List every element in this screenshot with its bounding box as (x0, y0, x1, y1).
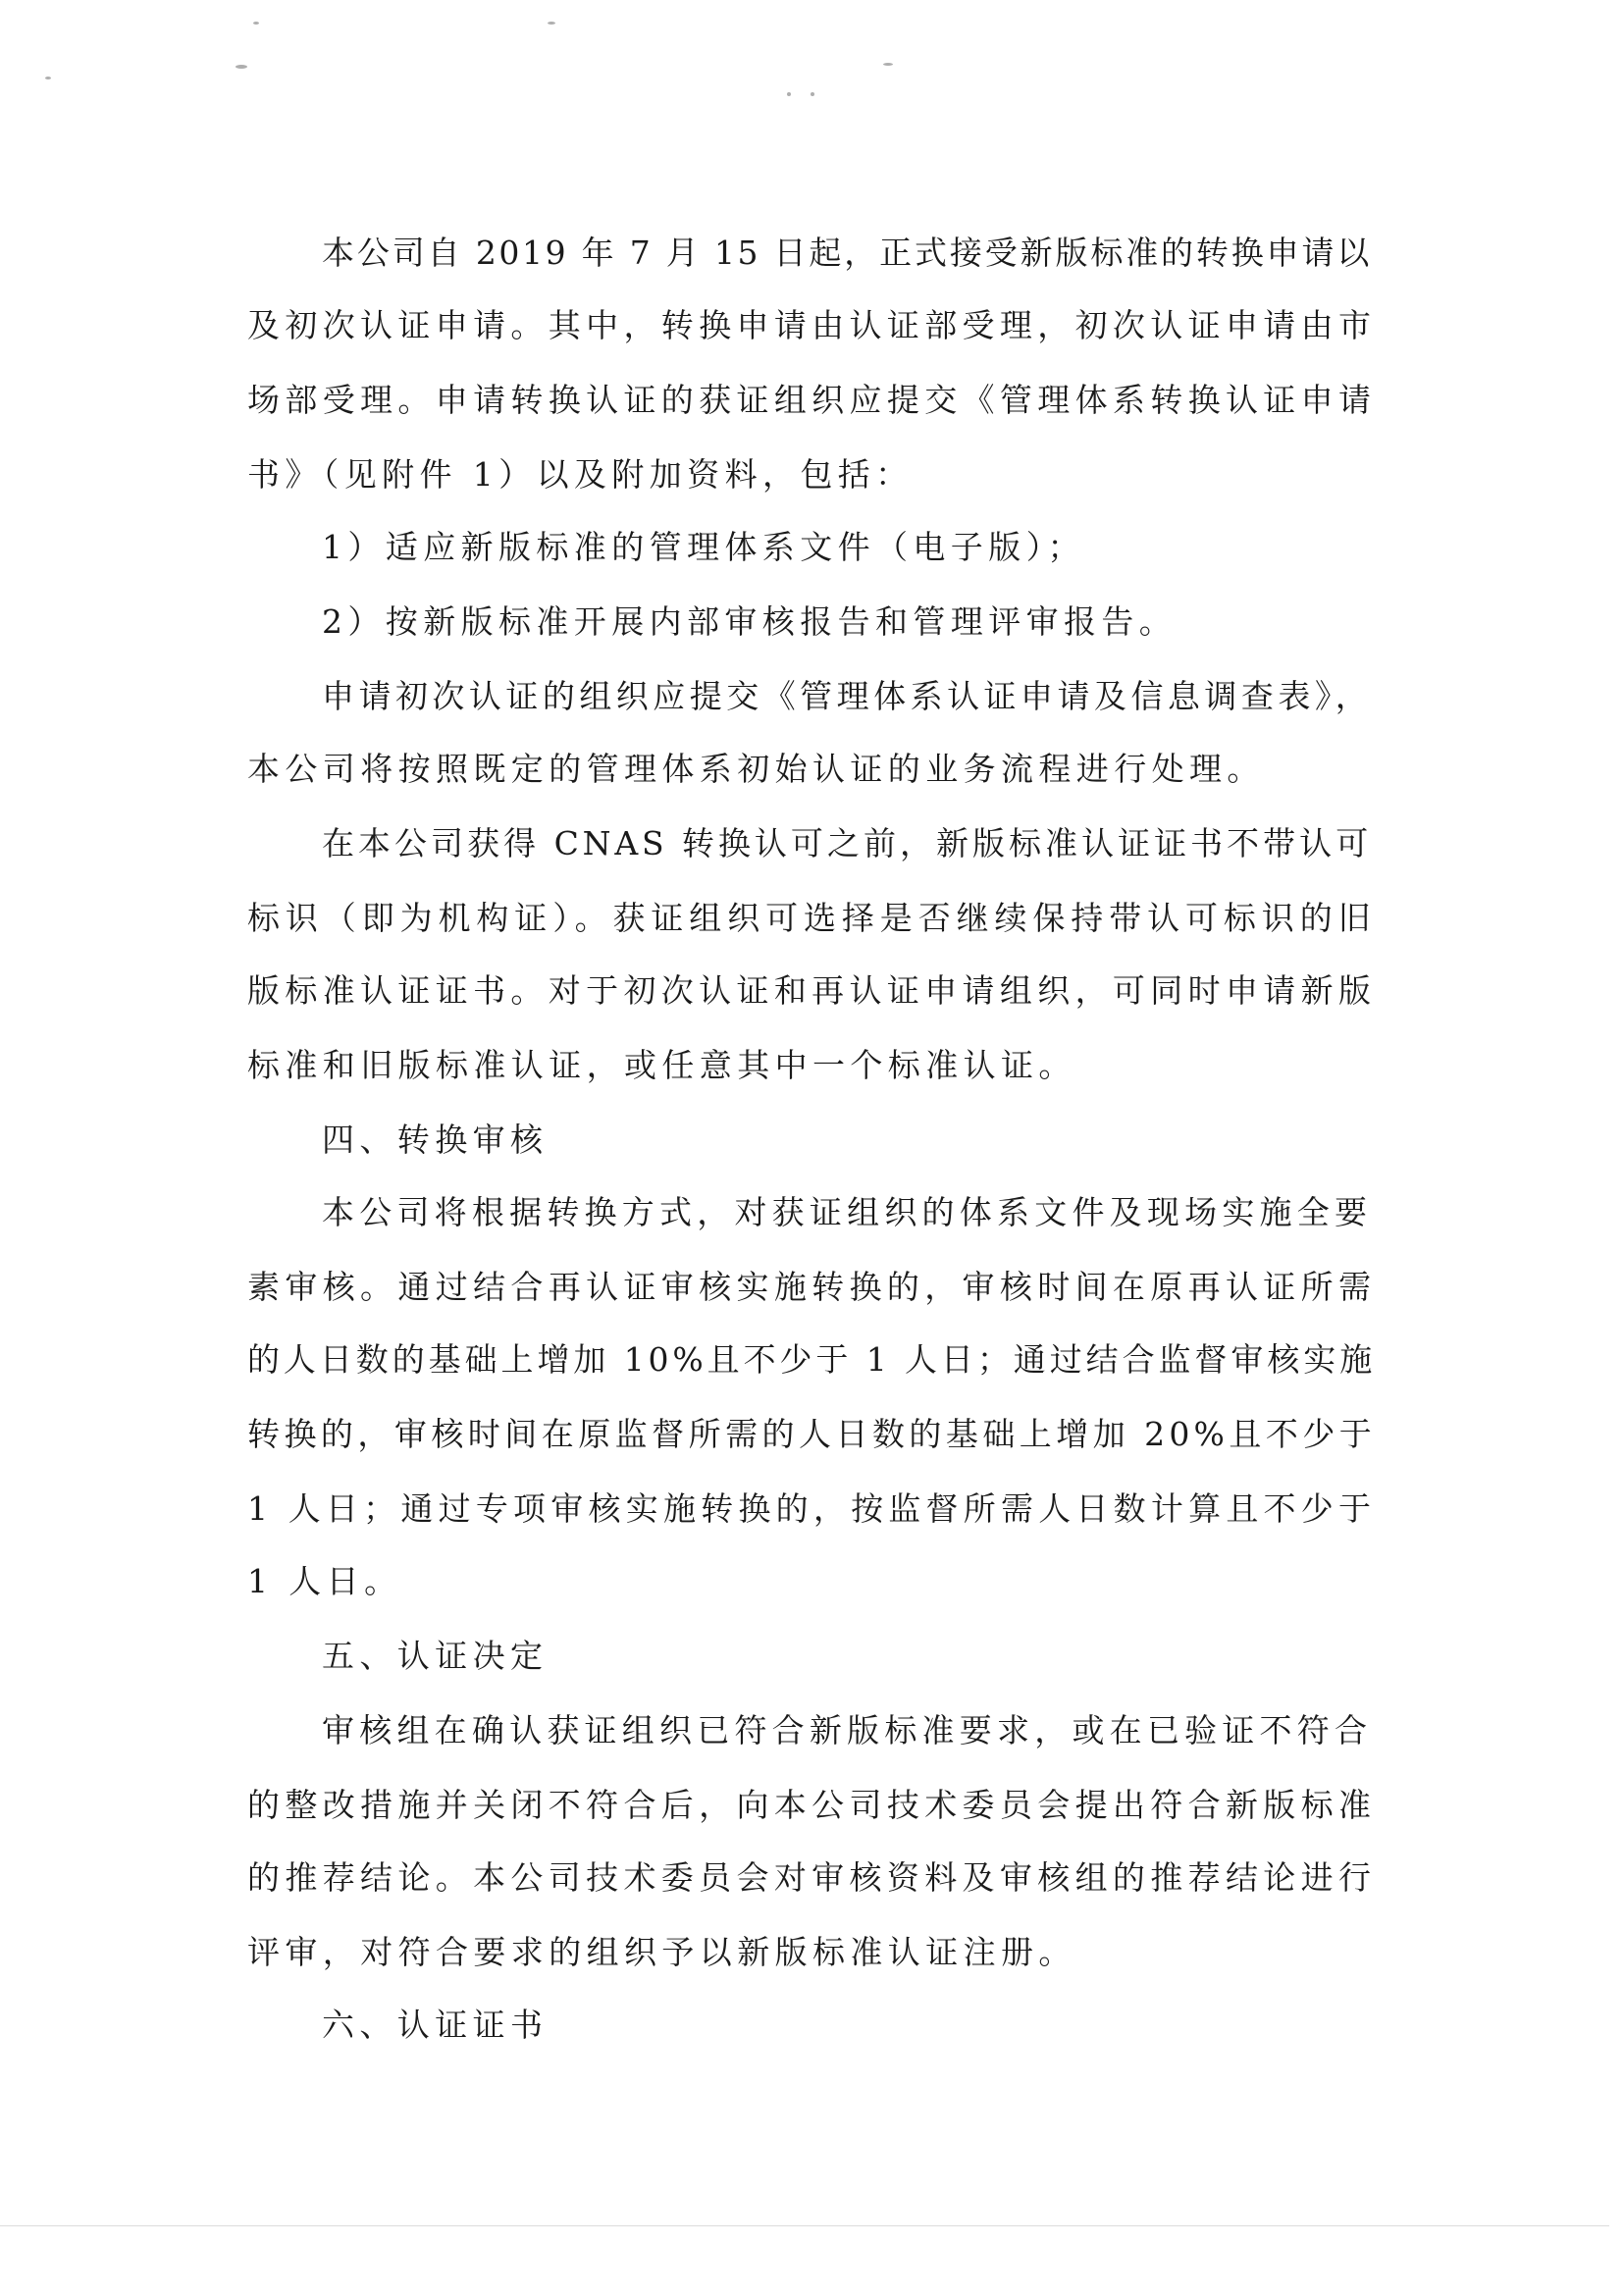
body-line: 及初次认证申请。其中，转换申请由认证部受理，初次认证申请由市 (247, 306, 1376, 344)
body-line: 的整改措施并关闭不符合后，向本公司技术委员会提出符合新版标准 (247, 1786, 1376, 1824)
section-heading: 五、认证决定 (322, 1637, 549, 1675)
body-line: 标识（即为机构证）。获证组织可选择是否继续保持带认可标识的旧 (247, 899, 1376, 937)
body-line: 的推荐结论。本公司技术委员会对审核资料及审核组的推荐结论进行 (247, 1858, 1376, 1897)
footer-divider (0, 2225, 1609, 2226)
body-line: 在本公司获得 CNAS 转换认可之前，新版标准认证证书不带认可 (322, 824, 1372, 862)
list-item: 1）适应新版标准的管理体系文件（电子版）； (322, 528, 1085, 566)
body-line: 转换的，审核时间在原监督所需的人日数的基础上增加 20%且不少于 (247, 1415, 1376, 1453)
scan-speck (236, 65, 247, 69)
body-line: 申请初次认证的组织应提交《管理体系认证申请及信息调查表》， (322, 677, 1372, 715)
body-line: 本公司将按照既定的管理体系初始认证的业务流程进行处理。 (247, 750, 1265, 788)
list-item: 2）按新版标准开展内部审核报告和管理评审报告。 (322, 602, 1178, 641)
body-line: 书》（见附件 1）以及附加资料，包括： (247, 455, 914, 494)
body-line: 1 人日；通过专项审核实施转换的，按监督所需人日数计算且不少于 (247, 1489, 1376, 1528)
scan-speck (883, 63, 893, 66)
body-line: 标准和旧版标准认证，或任意其中一个标准认证。 (247, 1046, 1076, 1084)
scan-speck (45, 77, 51, 79)
scan-speck (548, 22, 555, 25)
body-line: 评审，对符合要求的组织予以新版标准认证注册。 (247, 1933, 1076, 1971)
body-line: 本公司自 2019 年 7 月 15 日起，正式接受新版标准的转换申请以 (322, 234, 1372, 272)
body-line: 本公司将根据转换方式，对获证组织的体系文件及现场实施全要 (322, 1193, 1372, 1231)
body-line: 版标准认证证书。对于初次认证和再认证申请组织，可同时申请新版 (247, 971, 1376, 1010)
section-heading: 四、转换审核 (322, 1121, 549, 1159)
body-line: 审核组在确认获证组织已符合新版标准要求，或在已验证不符合 (322, 1711, 1372, 1749)
body-line: 的人日数的基础上增加 10%且不少于 1 人日；通过结合监督审核实施 (247, 1340, 1376, 1379)
scan-speck (253, 22, 259, 25)
body-line: 场部受理。申请转换认证的获证组织应提交《管理体系转换认证申请 (247, 381, 1376, 419)
scan-speck (787, 92, 791, 96)
body-line: 1 人日。 (247, 1562, 402, 1600)
body-line: 素审核。通过结合再认证审核实施转换的，审核时间在原再认证所需 (247, 1268, 1376, 1306)
scan-speck (811, 92, 814, 96)
section-heading: 六、认证证书 (322, 2006, 549, 2044)
